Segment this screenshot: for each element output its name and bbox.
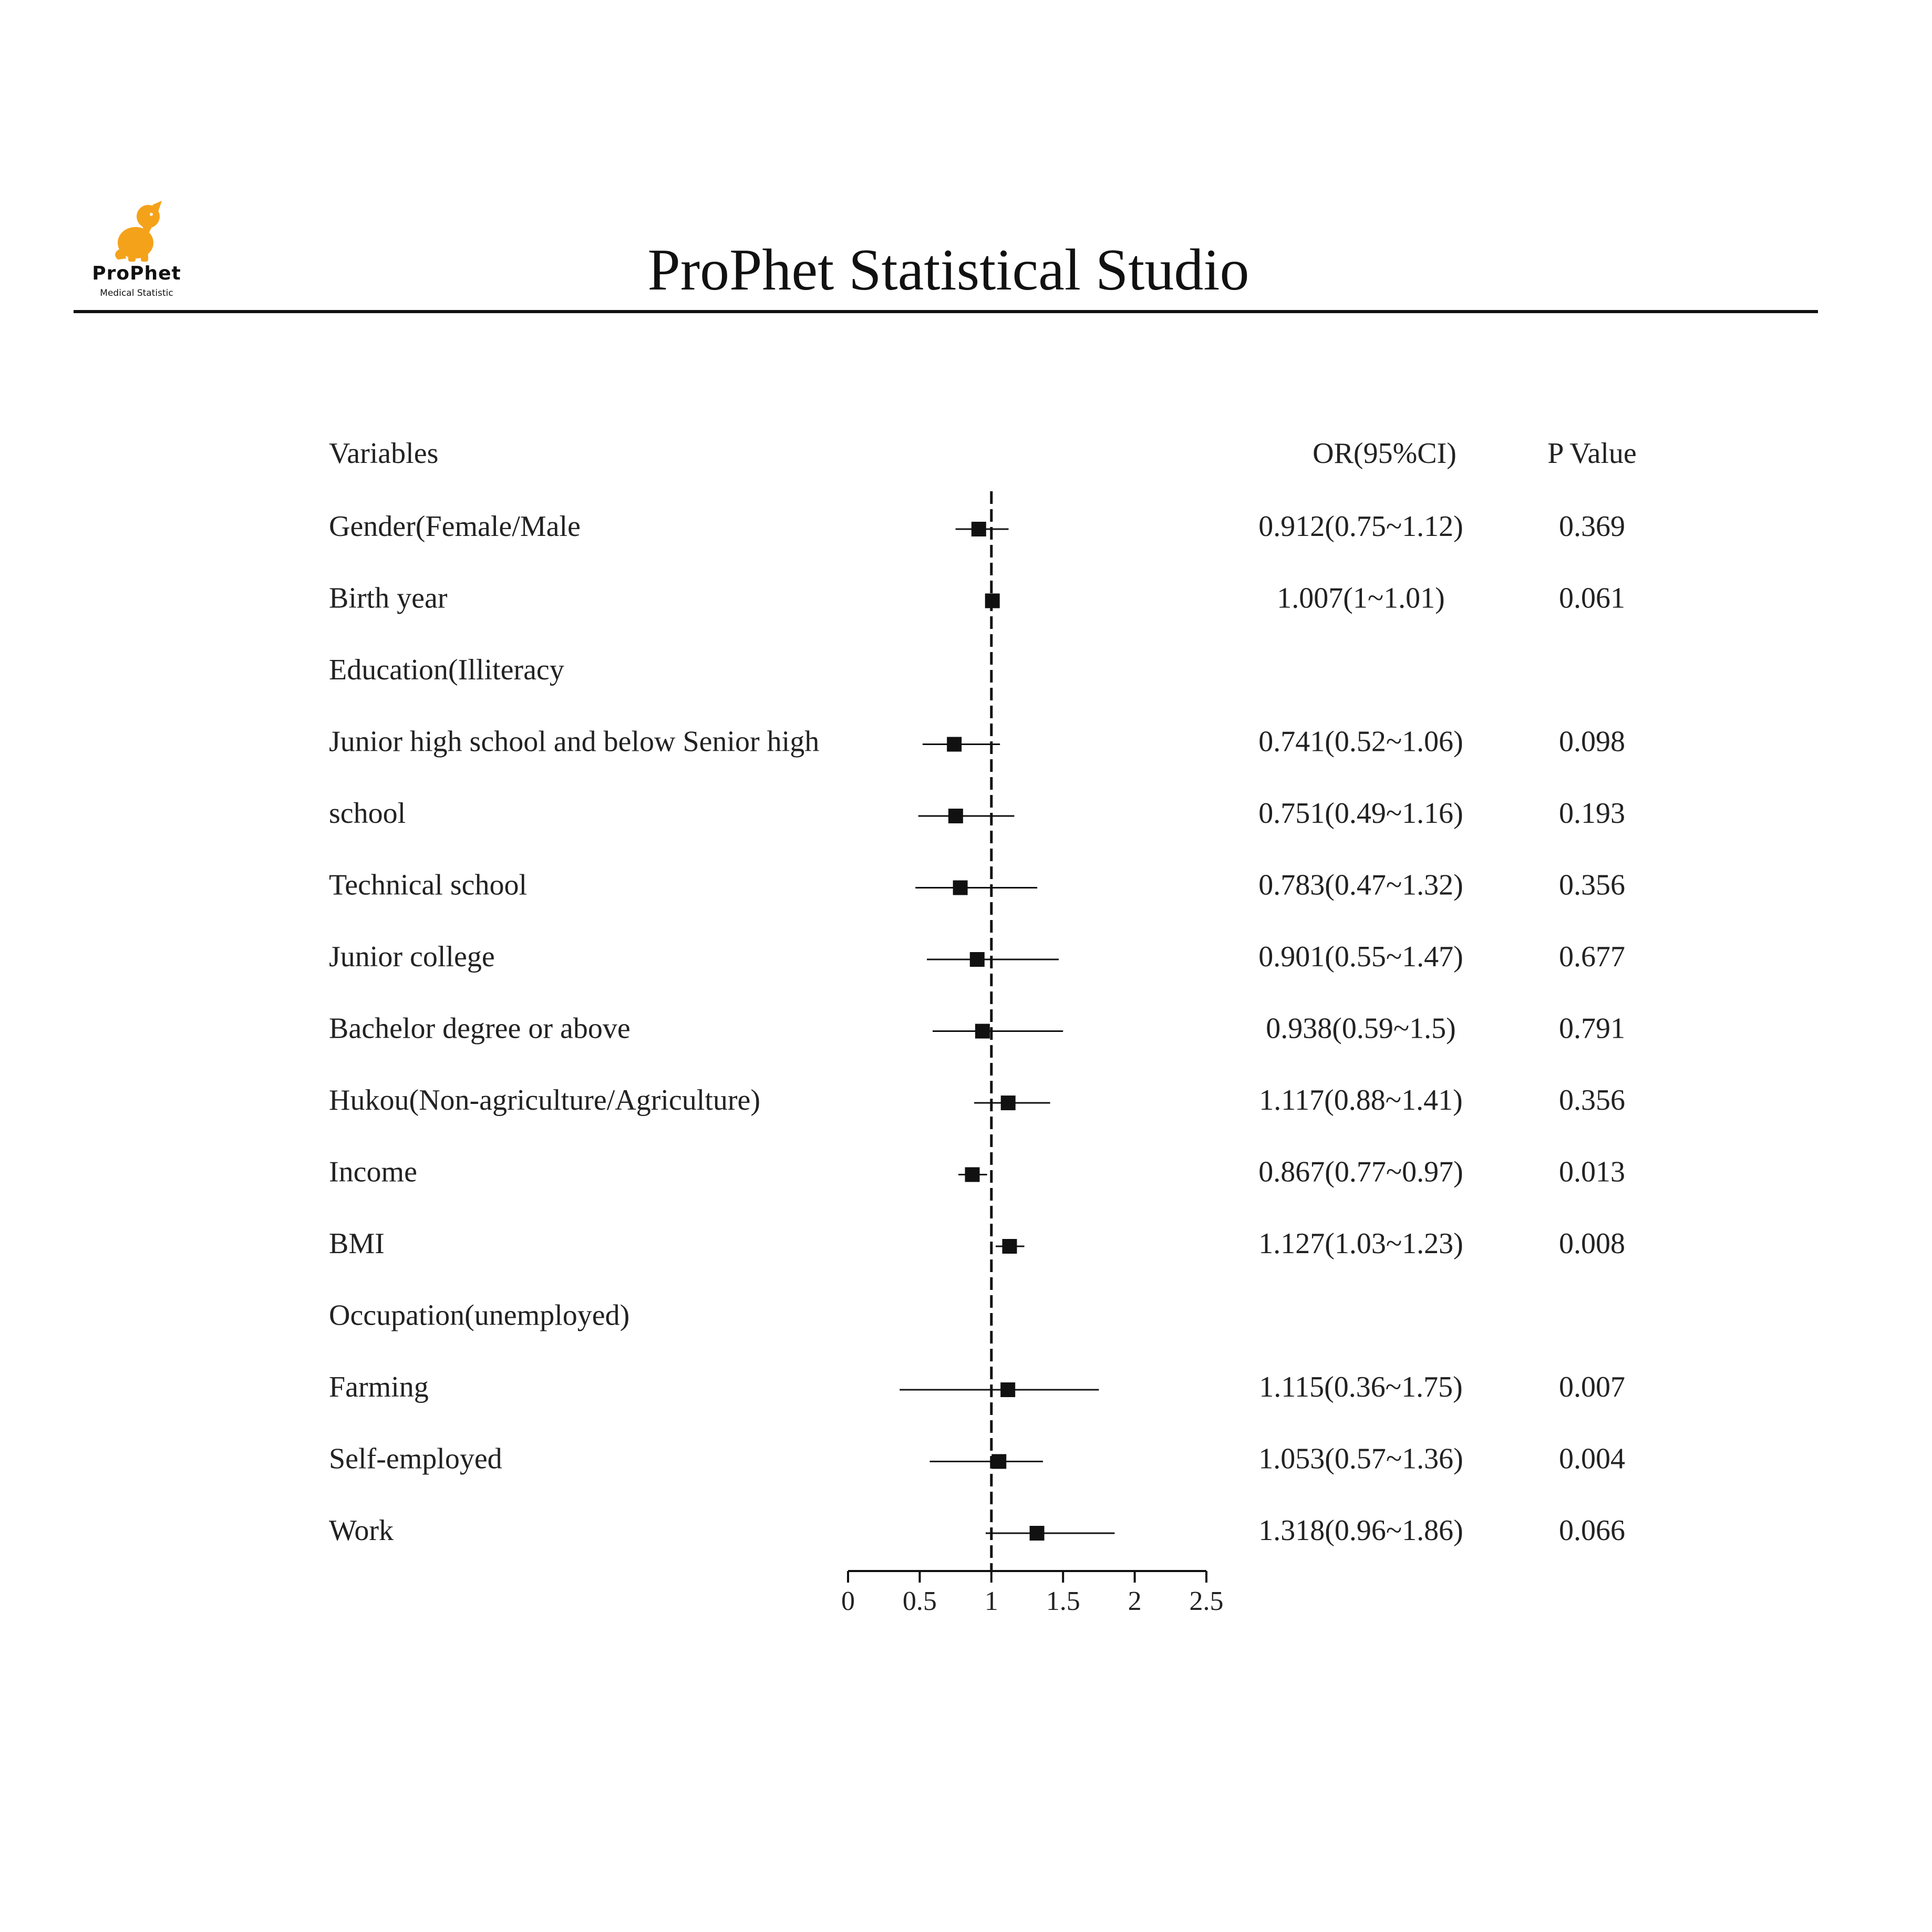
p-value-text: 0.008 [1559,1227,1625,1260]
or-point [953,881,968,895]
header-or-ci: OR(95%CI) [1313,437,1456,470]
header-p-value: P Value [1547,437,1637,470]
page-title: ProPhet Statistical Studio [647,237,1249,303]
or-point [948,809,963,823]
or-ci-text: 0.783(0.47~1.32) [1258,869,1463,902]
or-point [1030,1526,1045,1541]
or-ci-text: 0.912(0.75~1.12) [1258,510,1463,543]
row-label: school [329,797,406,830]
row-label: Junior high school and below Senior high [329,725,820,758]
logo-name: ProPhet [92,263,181,284]
x-tick-label: 1.5 [1046,1586,1080,1616]
or-point [975,1024,990,1039]
p-value-text: 0.061 [1559,582,1625,615]
row-label: Gender(Female/Male [329,510,581,543]
logo-subtitle: Medical Statistic [100,288,173,298]
row-label: Hukou(Non-agriculture/Agriculture) [329,1083,761,1117]
x-tick-label: 1 [984,1586,998,1616]
p-value-text: 0.066 [1559,1514,1625,1547]
row-label: Bachelor degree or above [329,1012,631,1045]
p-value-text: 0.356 [1559,869,1625,902]
row-label: Income [329,1155,417,1189]
x-tick-label: 2.5 [1189,1586,1224,1616]
x-tick-label: 2 [1128,1586,1142,1616]
or-point [991,1454,1006,1469]
row-label: Junior college [329,940,495,973]
or-ci-text: 0.741(0.52~1.06) [1258,725,1463,758]
or-ci-text: 1.007(1~1.01) [1277,582,1445,615]
or-ci-text: 1.127(1.03~1.23) [1258,1227,1463,1260]
or-point [1001,1096,1016,1110]
p-value-text: 0.356 [1559,1083,1625,1117]
or-point [947,737,962,752]
or-point [972,522,986,536]
row-label: Education(Illiteracy [329,653,564,686]
row-label: Technical school [329,869,528,902]
or-point [970,952,985,967]
row-label: Self-employed [329,1442,502,1475]
or-ci-text: 1.318(0.96~1.86) [1258,1514,1463,1547]
x-tick-label: 0 [841,1586,855,1616]
or-point [965,1168,980,1182]
or-ci-text: 0.867(0.77~0.97) [1258,1155,1463,1189]
or-ci-text: 0.901(0.55~1.47) [1258,940,1463,973]
p-value-text: 0.193 [1559,797,1625,830]
or-ci-text: 1.053(0.57~1.36) [1258,1442,1463,1475]
or-ci-text: 0.938(0.59~1.5) [1266,1012,1456,1045]
row-label: Farming [329,1370,429,1403]
p-value-text: 0.098 [1559,725,1625,758]
or-point [1002,1239,1017,1254]
or-point [1000,1382,1015,1397]
row-label: Occupation(unemployed) [329,1299,630,1332]
p-value-text: 0.007 [1559,1370,1625,1403]
or-ci-text: 1.117(0.88~1.41) [1259,1083,1463,1117]
p-value-text: 0.004 [1559,1442,1625,1475]
or-ci-text: 1.115(0.36~1.75) [1259,1370,1463,1403]
or-ci-text: 0.751(0.49~1.16) [1258,797,1463,830]
row-label: Work [329,1514,394,1547]
row-label: Birth year [329,582,448,615]
row-label: BMI [329,1227,385,1260]
header-variables: Variables [329,437,439,470]
x-tick-label: 0.5 [902,1586,937,1616]
or-point [985,594,1000,608]
p-value-text: 0.369 [1559,510,1625,543]
p-value-text: 0.013 [1559,1155,1625,1189]
p-value-text: 0.677 [1559,940,1625,973]
p-value-text: 0.791 [1559,1012,1625,1045]
